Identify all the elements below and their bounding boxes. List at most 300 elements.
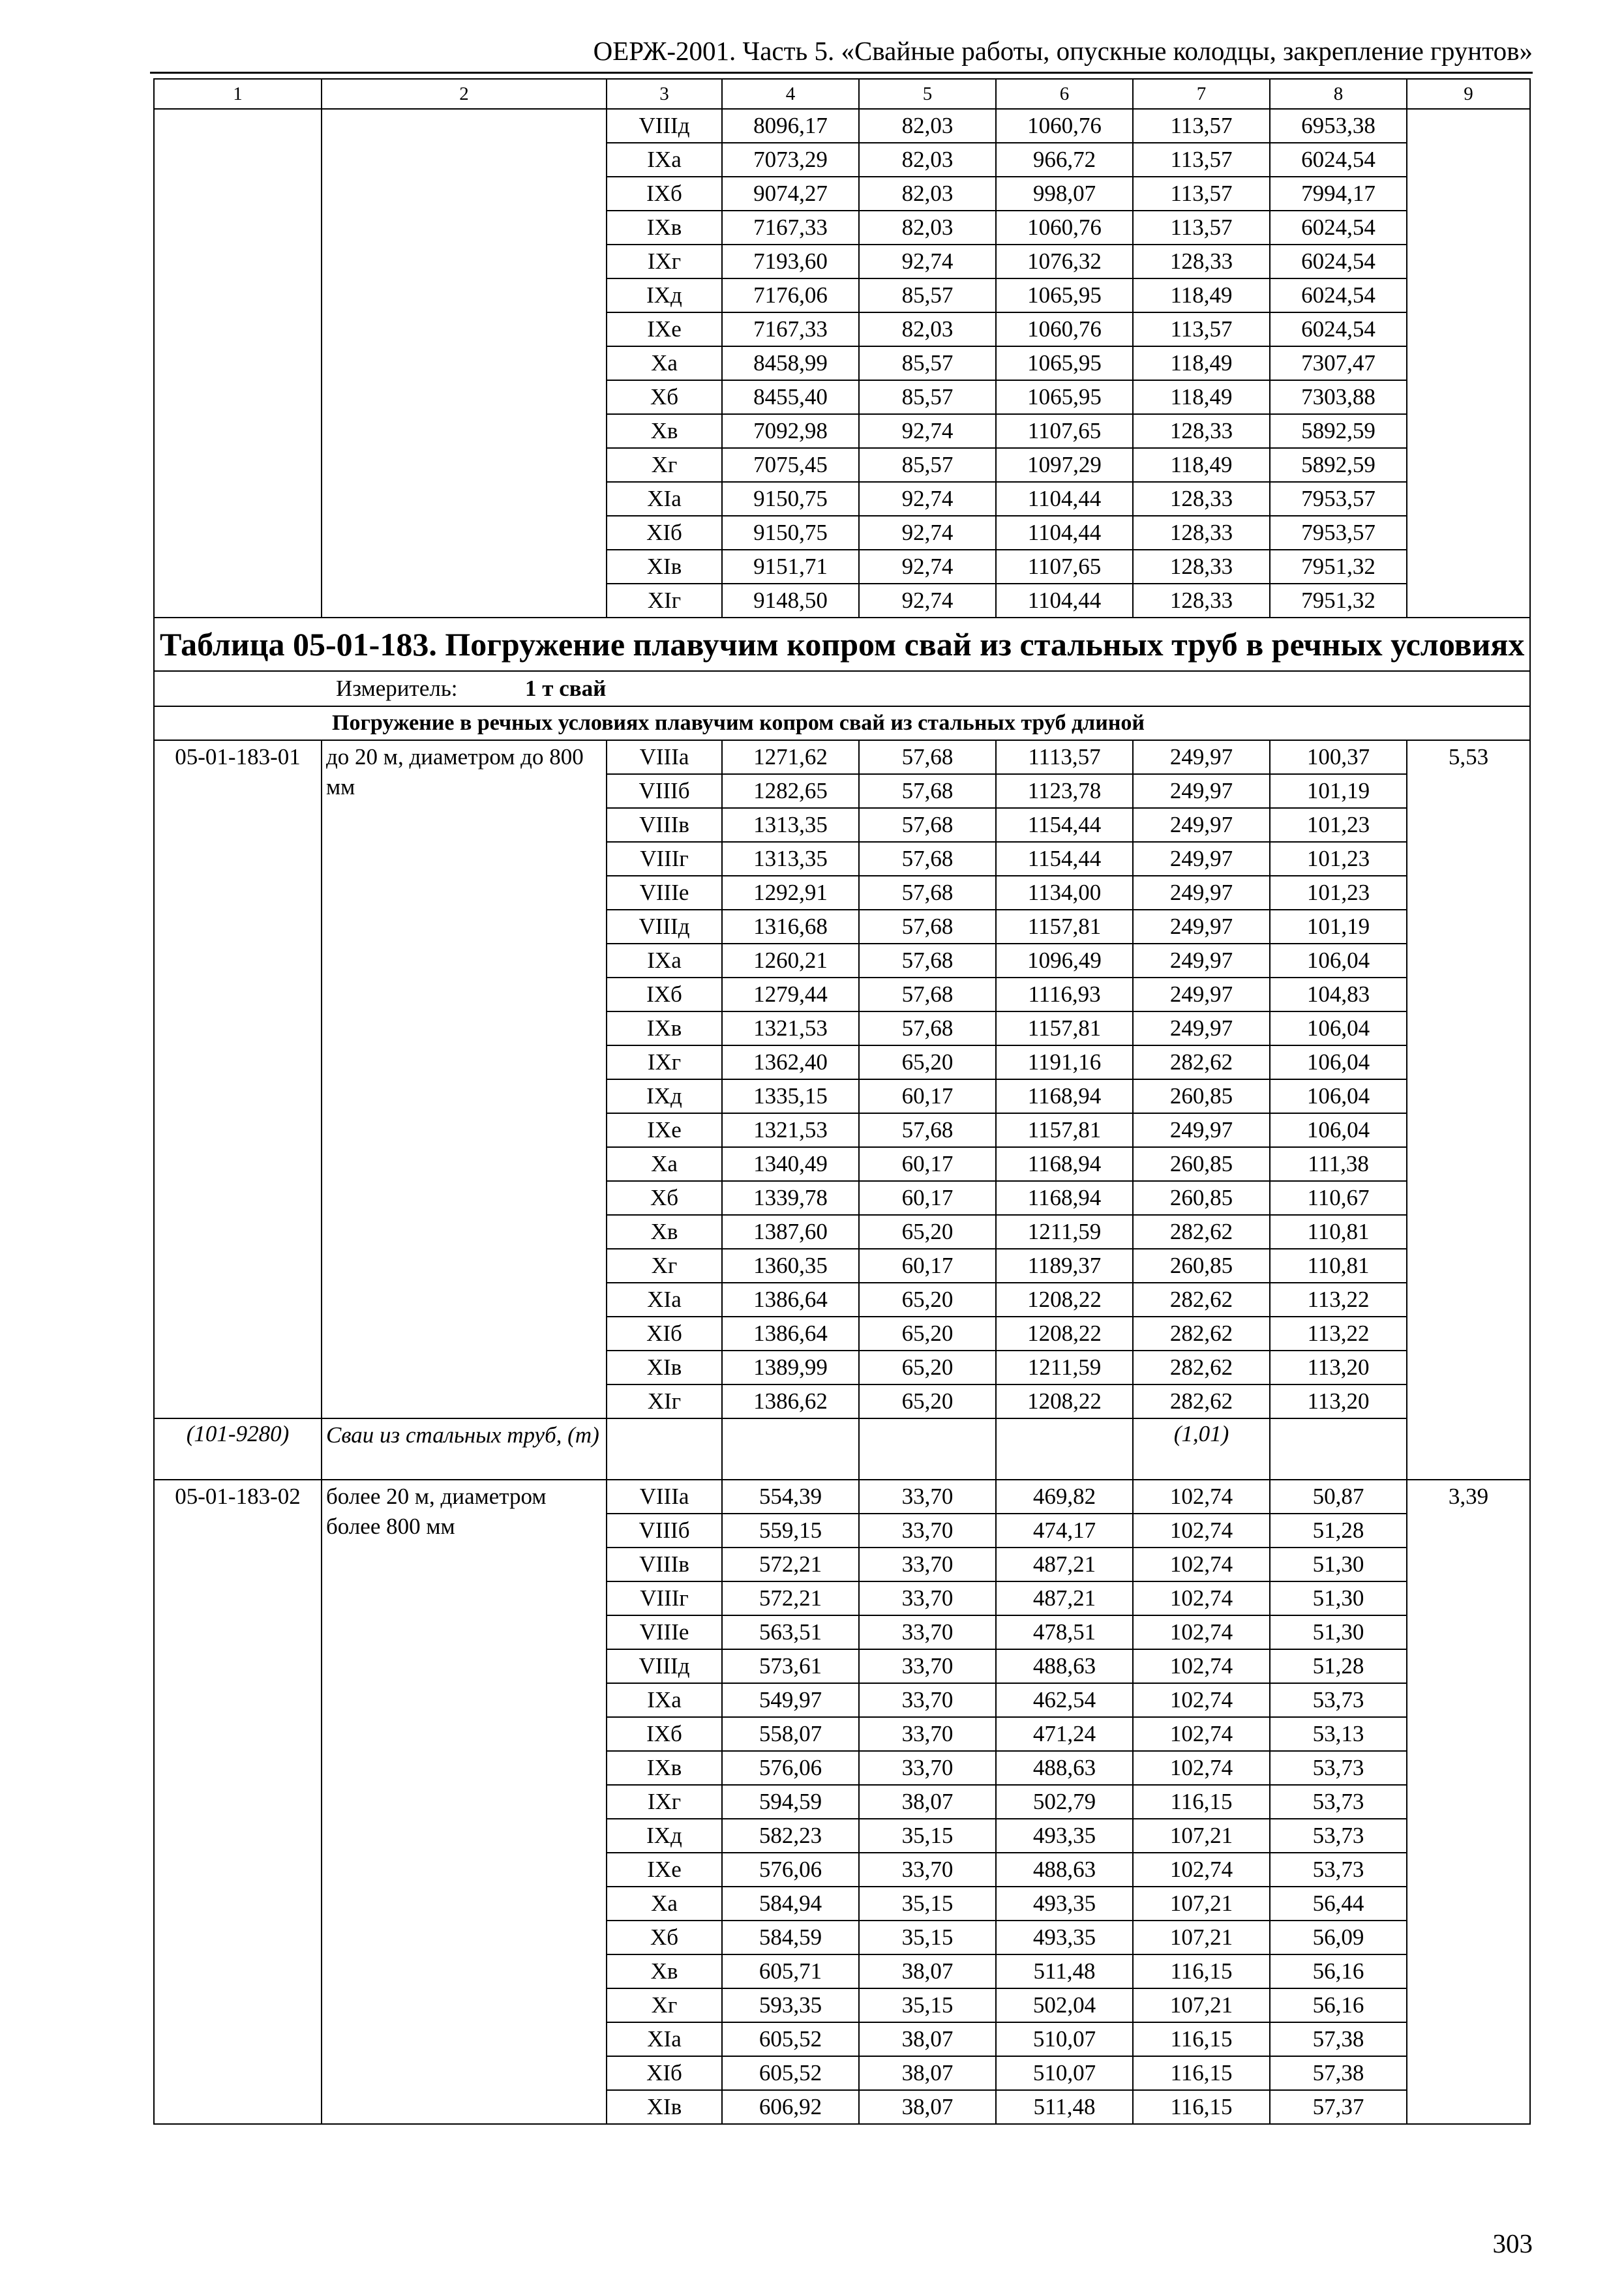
value-cell-col8: 57,38 [1270,2056,1407,2090]
value-cell-col6: 1208,22 [996,1283,1133,1317]
value-cell-col7: 102,74 [1133,1649,1270,1683]
section-title-row [154,706,1530,740]
value-cell-col4: 573,61 [722,1649,859,1683]
value-cell-col8: 51,28 [1270,1649,1407,1683]
value-cell-col4: 7167,33 [722,312,859,346]
value-cell-col7: 107,21 [1133,1887,1270,1921]
column-number-7: 7 [1133,79,1270,109]
value-cell-col8: 101,19 [1270,910,1407,944]
value-cell-col5: 92,74 [859,414,996,448]
value-cell-col6: 1189,37 [996,1249,1133,1283]
value-cell-col4: 1340,49 [722,1147,859,1181]
value-cell-col8: 53,73 [1270,1853,1407,1887]
value-cell-col5: 65,20 [859,1283,996,1317]
soil-group-cell: IXe [607,312,722,346]
value-cell-col5: 35,15 [859,1988,996,2022]
soil-group-cell: Xг [607,448,722,482]
value-cell-col8: 106,04 [1270,1011,1407,1045]
value-cell-col4: 9074,27 [722,177,859,211]
value-cell-col7: 282,62 [1133,1317,1270,1351]
soil-group-cell: VIIIд [607,910,722,944]
value-cell-col4: 1360,35 [722,1249,859,1283]
value-cell-col5: 57,68 [859,740,996,774]
value-cell-col5: 35,15 [859,1819,996,1853]
soil-group-cell: Xг [607,1249,722,1283]
value-cell-col5: 82,03 [859,312,996,346]
value-cell-col5: 33,70 [859,1751,996,1785]
value-cell-col4: 7073,29 [722,143,859,177]
value-cell-col4: 605,71 [722,1954,859,1988]
value-cell-col4: 576,06 [722,1853,859,1887]
value-cell-col7: 116,15 [1133,1954,1270,1988]
value-cell-col5: 57,68 [859,842,996,876]
value-cell-col8: 100,37 [1270,740,1407,774]
value-cell-col7: 107,21 [1133,1988,1270,2022]
value-cell-col4: 7092,98 [722,414,859,448]
value-cell-col4: 1313,35 [722,842,859,876]
soil-group-cell: IXб [607,978,722,1011]
value-cell-col5: 57,68 [859,1113,996,1147]
soil-group-cell: IXв [607,1011,722,1045]
soil-group-cell: IXe [607,1853,722,1887]
value-cell-col6: 1065,95 [996,346,1133,380]
value-cell-col4: 558,07 [722,1717,859,1751]
soil-group-cell: IXe [607,1113,722,1147]
column-number-8: 8 [1270,79,1407,109]
value-cell-col4: 8096,17 [722,109,859,143]
value-cell-col7: 249,97 [1133,978,1270,1011]
soil-group-cell: XIa [607,2022,722,2056]
value-cell-col8: 101,23 [1270,808,1407,842]
item-code: 05-01-183-02 [154,1480,322,2124]
value-cell-col7: 249,97 [1133,1011,1270,1045]
value-cell-col6: 487,21 [996,1581,1133,1615]
value-cell-col5: 60,17 [859,1249,996,1283]
value-cell-col7: 260,85 [1133,1147,1270,1181]
value-cell-col7: 249,97 [1133,808,1270,842]
value-cell-col8: 53,73 [1270,1785,1407,1819]
value-cell-col4: 1362,40 [722,1045,859,1079]
value-cell-col8: 110,67 [1270,1181,1407,1215]
column-number-1: 1 [154,79,322,109]
column-number-4: 4 [722,79,859,109]
value-cell-col8: 106,04 [1270,1045,1407,1079]
value-cell-col6: 1097,29 [996,448,1133,482]
value-cell-col7: 128,33 [1133,516,1270,550]
value-cell-col8: 7953,57 [1270,516,1407,550]
value-cell-col4: 1389,99 [722,1351,859,1384]
value-cell-col7: 249,97 [1133,842,1270,876]
value-cell-col7: 249,97 [1133,740,1270,774]
value-cell-col5: 82,03 [859,177,996,211]
value-cell-col7: 102,74 [1133,1514,1270,1548]
soil-group-cell: VIIIв [607,808,722,842]
value-cell-col8: 113,22 [1270,1283,1407,1317]
value-cell-col8: 6024,54 [1270,143,1407,177]
table-title: Таблица 05-01-183. Погружение плавучим копром свай из стальных труб в речных условиях [154,618,1530,671]
value-cell-col7: 128,33 [1133,482,1270,516]
soil-group-cell: IXб [607,177,722,211]
value-cell-col5: 33,70 [859,1581,996,1615]
value-cell-col4: 8458,99 [722,346,859,380]
value-cell-col7: 102,74 [1133,1581,1270,1615]
value-cell-col7: 249,97 [1133,910,1270,944]
value-cell-col8: 57,37 [1270,2090,1407,2124]
value-cell-col5: 35,15 [859,1887,996,1921]
soil-group-cell: XIб [607,516,722,550]
value-cell-col8: 111,38 [1270,1147,1407,1181]
value-cell-col4: 1386,64 [722,1317,859,1351]
soil-group-cell: IXa [607,1683,722,1717]
value-cell-col6: 487,21 [996,1548,1133,1581]
item-col9: 5,53 [1407,740,1530,1480]
value-cell-col4: 549,97 [722,1683,859,1717]
value-cell-col4: 559,15 [722,1514,859,1548]
soil-group-cell: IXa [607,143,722,177]
soil-group-cell: IXб [607,1717,722,1751]
value-cell-col7: 113,57 [1133,211,1270,245]
value-cell-col6: 510,07 [996,2056,1133,2090]
page-number: 303 [1492,2228,1533,2258]
value-cell-col5: 38,07 [859,2056,996,2090]
value-cell-col4: 606,92 [722,2090,859,2124]
value-cell-col8: 6024,54 [1270,278,1407,312]
soil-group-cell: IXг [607,1785,722,1819]
value-cell-col8: 7951,32 [1270,584,1407,618]
value-cell-col7: 128,33 [1133,550,1270,584]
table-title-row [154,618,1530,671]
value-cell-col5: 82,03 [859,109,996,143]
soil-group-cell: Xa [607,346,722,380]
value-cell-col4: 582,23 [722,1819,859,1853]
value-cell-col8: 6024,54 [1270,211,1407,245]
value-cell-col5: 38,07 [859,1954,996,1988]
value-cell-col4: 1271,62 [722,740,859,774]
value-cell-col8: 53,73 [1270,1751,1407,1785]
value-cell-col6: 469,82 [996,1480,1133,1514]
value-cell-col8: 53,73 [1270,1683,1407,1717]
value-cell-col6: 998,07 [996,177,1133,211]
value-cell-col7: 282,62 [1133,1215,1270,1249]
value-cell-col6: 1168,94 [996,1079,1133,1113]
value-cell-col6: 1211,59 [996,1351,1133,1384]
value-cell-col6: 493,35 [996,1819,1133,1853]
value-cell-col7: 118,49 [1133,448,1270,482]
value-cell-col8: 104,83 [1270,978,1407,1011]
value-cell-col6: 502,04 [996,1988,1133,2022]
value-cell-col6: 1104,44 [996,482,1133,516]
value-cell-col7: 260,85 [1133,1249,1270,1283]
value-cell-col5: 57,68 [859,1011,996,1045]
value-cell-col4: 576,06 [722,1751,859,1785]
value-cell-col8: 56,16 [1270,1954,1407,1988]
material-description: Сваи из стальных труб, (т) [322,1418,607,1480]
soil-group-cell: XIг [607,1384,722,1418]
value-cell-col6: 1157,81 [996,910,1133,944]
value-cell-col6: 1154,44 [996,808,1133,842]
value-cell-col5: 33,70 [859,1480,996,1514]
soil-group-cell: XIa [607,1283,722,1317]
value-cell-col8: 51,30 [1270,1581,1407,1615]
material-empty-cell [996,1418,1133,1480]
value-cell-col8: 7951,32 [1270,550,1407,584]
value-cell-col7: 102,74 [1133,1548,1270,1581]
value-cell-col4: 1292,91 [722,876,859,910]
value-cell-col5: 85,57 [859,346,996,380]
value-cell-col7: 249,97 [1133,944,1270,978]
description-cell [322,109,607,618]
value-cell-col8: 51,30 [1270,1615,1407,1649]
value-cell-col8: 53,13 [1270,1717,1407,1751]
value-cell-col5: 33,70 [859,1548,996,1581]
soil-group-cell: Xб [607,380,722,414]
value-cell-col4: 1279,44 [722,978,859,1011]
value-cell-col7: 116,15 [1133,1785,1270,1819]
rates-table-body [154,79,1530,2124]
value-cell-col5: 57,68 [859,774,996,808]
value-cell-col5: 35,15 [859,1921,996,1954]
value-cell-col6: 493,35 [996,1887,1133,1921]
soil-group-cell: VIIIa [607,1480,722,1514]
value-cell-col5: 85,57 [859,380,996,414]
value-cell-col4: 1321,53 [722,1011,859,1045]
value-cell-col6: 462,54 [996,1683,1133,1717]
header-rule [150,72,1533,74]
value-cell-col4: 1386,64 [722,1283,859,1317]
soil-group-cell: IXв [607,211,722,245]
value-cell-col8: 6024,54 [1270,312,1407,346]
item2-row [154,1480,1530,1514]
value-cell-col5: 57,68 [859,944,996,978]
value-cell-col7: 118,49 [1133,346,1270,380]
value-cell-col8: 101,19 [1270,774,1407,808]
value-cell-col7: 282,62 [1133,1351,1270,1384]
value-cell-col7: 113,57 [1133,109,1270,143]
value-cell-col5: 82,03 [859,143,996,177]
value-cell-col4: 554,39 [722,1480,859,1514]
value-cell-col8: 53,73 [1270,1819,1407,1853]
soil-group-cell: VIIIд [607,109,722,143]
running-header: ОЕРЖ-2001. Часть 5. «Свайные работы, опускные колодцы, закрепление грунтов» [593,36,1533,66]
value-cell-col6: 1157,81 [996,1011,1133,1045]
value-cell-col7: 282,62 [1133,1384,1270,1418]
value-cell-col5: 33,70 [859,1683,996,1717]
value-cell-col5: 60,17 [859,1181,996,1215]
material-empty-cell [722,1418,859,1480]
soil-group-cell: Xв [607,414,722,448]
section-title: Погружение в речных условиях плавучим копром свай из стальных труб длиной [154,706,1530,740]
soil-group-cell: IXa [607,944,722,978]
meter-row [154,671,1530,706]
value-cell-col6: 1096,49 [996,944,1133,978]
value-cell-col6: 511,48 [996,1954,1133,1988]
value-cell-col6: 488,63 [996,1853,1133,1887]
value-cell-col6: 474,17 [996,1514,1133,1548]
value-cell-col6: 1113,57 [996,740,1133,774]
value-cell-col6: 488,63 [996,1751,1133,1785]
column-number-5: 5 [859,79,996,109]
value-cell-col6: 1060,76 [996,211,1133,245]
value-cell-col5: 65,20 [859,1351,996,1384]
material-row [154,1418,1530,1480]
value-cell-col8: 113,20 [1270,1384,1407,1418]
value-cell-col5: 65,20 [859,1384,996,1418]
value-cell-col5: 38,07 [859,2090,996,2124]
soil-group-cell: VIIIг [607,842,722,876]
value-cell-col8: 56,16 [1270,1988,1407,2022]
soil-group-cell: VIIIб [607,1514,722,1548]
item-col9: 3,39 [1407,1480,1530,2124]
value-cell-col7: 116,15 [1133,2022,1270,2056]
soil-group-cell: XIв [607,1351,722,1384]
value-cell-col7: 102,74 [1133,1751,1270,1785]
soil-group-cell: VIIIe [607,1615,722,1649]
value-cell-col4: 1387,60 [722,1215,859,1249]
value-cell-col5: 92,74 [859,516,996,550]
value-cell-col7: 249,97 [1133,774,1270,808]
value-cell-col4: 593,35 [722,1988,859,2022]
value-cell-col7: 118,49 [1133,278,1270,312]
value-cell-col5: 33,70 [859,1514,996,1548]
value-cell-col8: 6024,54 [1270,245,1407,278]
value-cell-col8: 106,04 [1270,1079,1407,1113]
value-cell-col5: 60,17 [859,1147,996,1181]
material-value: (1,01) [1133,1418,1270,1480]
value-cell-col8: 51,28 [1270,1514,1407,1548]
value-cell-col7: 128,33 [1133,414,1270,448]
value-cell-col7: 128,33 [1133,584,1270,618]
meter-label: Измеритель: [336,676,458,701]
item-description: более 20 м, диаметром более 800 мм [322,1480,607,2124]
value-cell-col8: 56,44 [1270,1887,1407,1921]
value-cell-col6: 1123,78 [996,774,1133,808]
material-code: (101-9280) [154,1418,322,1480]
soil-group-cell: VIIIe [607,876,722,910]
value-cell-col4: 8455,40 [722,380,859,414]
value-cell-col5: 65,20 [859,1045,996,1079]
value-cell-col7: 260,85 [1133,1079,1270,1113]
value-cell-col8: 6953,38 [1270,109,1407,143]
soil-group-cell: Xa [607,1147,722,1181]
value-cell-col5: 65,20 [859,1215,996,1249]
value-cell-col4: 7176,06 [722,278,859,312]
value-cell-col7: 107,21 [1133,1819,1270,1853]
value-cell-col4: 584,59 [722,1921,859,1954]
value-cell-col7: 249,97 [1133,876,1270,910]
soil-group-cell: XIa [607,482,722,516]
value-cell-col7: 282,62 [1133,1283,1270,1317]
column-number-2: 2 [322,79,607,109]
value-cell-col7: 128,33 [1133,245,1270,278]
value-cell-col5: 57,68 [859,876,996,910]
value-cell-col8: 110,81 [1270,1215,1407,1249]
value-cell-col7: 102,74 [1133,1853,1270,1887]
value-cell-col5: 60,17 [859,1079,996,1113]
value-cell-col6: 478,51 [996,1615,1133,1649]
column-number-6: 6 [996,79,1133,109]
value-cell-col6: 1060,76 [996,312,1133,346]
soil-group-cell: Xв [607,1215,722,1249]
item-code: 05-01-183-01 [154,740,322,1418]
value-cell-col6: 1168,94 [996,1181,1133,1215]
soil-group-cell: Xв [607,1954,722,1988]
value-cell-col4: 584,94 [722,1887,859,1921]
value-cell-col4: 572,21 [722,1548,859,1581]
value-cell-col8: 101,23 [1270,876,1407,910]
item1-row [154,740,1530,774]
value-cell-col6: 502,79 [996,1785,1133,1819]
value-cell-col4: 7167,33 [722,211,859,245]
value-cell-col7: 260,85 [1133,1181,1270,1215]
value-cell-col7: 102,74 [1133,1717,1270,1751]
value-cell-col6: 488,63 [996,1649,1133,1683]
value-cell-col4: 1335,15 [722,1079,859,1113]
value-cell-col6: 1060,76 [996,109,1133,143]
value-cell-col8: 7953,57 [1270,482,1407,516]
soil-group-cell: VIIIa [607,740,722,774]
value-cell-col6: 493,35 [996,1921,1133,1954]
value-cell-col6: 1134,00 [996,876,1133,910]
value-cell-col4: 1313,35 [722,808,859,842]
value-cell-col8: 51,30 [1270,1548,1407,1581]
value-cell-col4: 1282,65 [722,774,859,808]
value-cell-col7: 113,57 [1133,312,1270,346]
value-cell-col5: 82,03 [859,211,996,245]
value-cell-col7: 116,15 [1133,2090,1270,2124]
value-cell-col7: 118,49 [1133,380,1270,414]
soil-group-cell: Xa [607,1887,722,1921]
value-cell-col8: 50,87 [1270,1480,1407,1514]
value-cell-col6: 966,72 [996,143,1133,177]
soil-group-cell: VIIIг [607,1581,722,1615]
value-cell-col4: 9150,75 [722,516,859,550]
soil-group-cell: XIб [607,1317,722,1351]
value-cell-col6: 1211,59 [996,1215,1133,1249]
value-cell-col7: 116,15 [1133,2056,1270,2090]
value-cell-col8: 57,38 [1270,2022,1407,2056]
material-empty-cell [859,1418,996,1480]
value-cell-col4: 1321,53 [722,1113,859,1147]
soil-group-cell: VIIIв [607,1548,722,1581]
value-cell-col8: 5892,59 [1270,414,1407,448]
soil-group-cell: Xб [607,1921,722,1954]
value-cell-col4: 594,59 [722,1785,859,1819]
value-cell-col4: 1339,78 [722,1181,859,1215]
value-cell-col8: 113,22 [1270,1317,1407,1351]
value-cell-col5: 85,57 [859,278,996,312]
value-cell-col6: 1107,65 [996,414,1133,448]
column-number-3: 3 [607,79,722,109]
value-cell-col4: 1386,62 [722,1384,859,1418]
value-cell-col4: 1316,68 [722,910,859,944]
value-cell-col6: 1104,44 [996,584,1133,618]
value-cell-col6: 1157,81 [996,1113,1133,1147]
value-cell-col4: 9151,71 [722,550,859,584]
soil-group-cell: IXд [607,1079,722,1113]
column-number-row [154,79,1530,109]
value-cell-col7: 282,62 [1133,1045,1270,1079]
soil-group-cell: XIв [607,2090,722,2124]
soil-group-cell: VIIIд [607,1649,722,1683]
value-cell-col8: 7303,88 [1270,380,1407,414]
value-cell-col8: 101,23 [1270,842,1407,876]
value-cell-col7: 249,97 [1133,1113,1270,1147]
value-cell-col5: 33,70 [859,1853,996,1887]
value-cell-col6: 1076,32 [996,245,1133,278]
value-cell-col4: 572,21 [722,1581,859,1615]
value-cell-col5: 92,74 [859,584,996,618]
value-cell-col5: 33,70 [859,1717,996,1751]
